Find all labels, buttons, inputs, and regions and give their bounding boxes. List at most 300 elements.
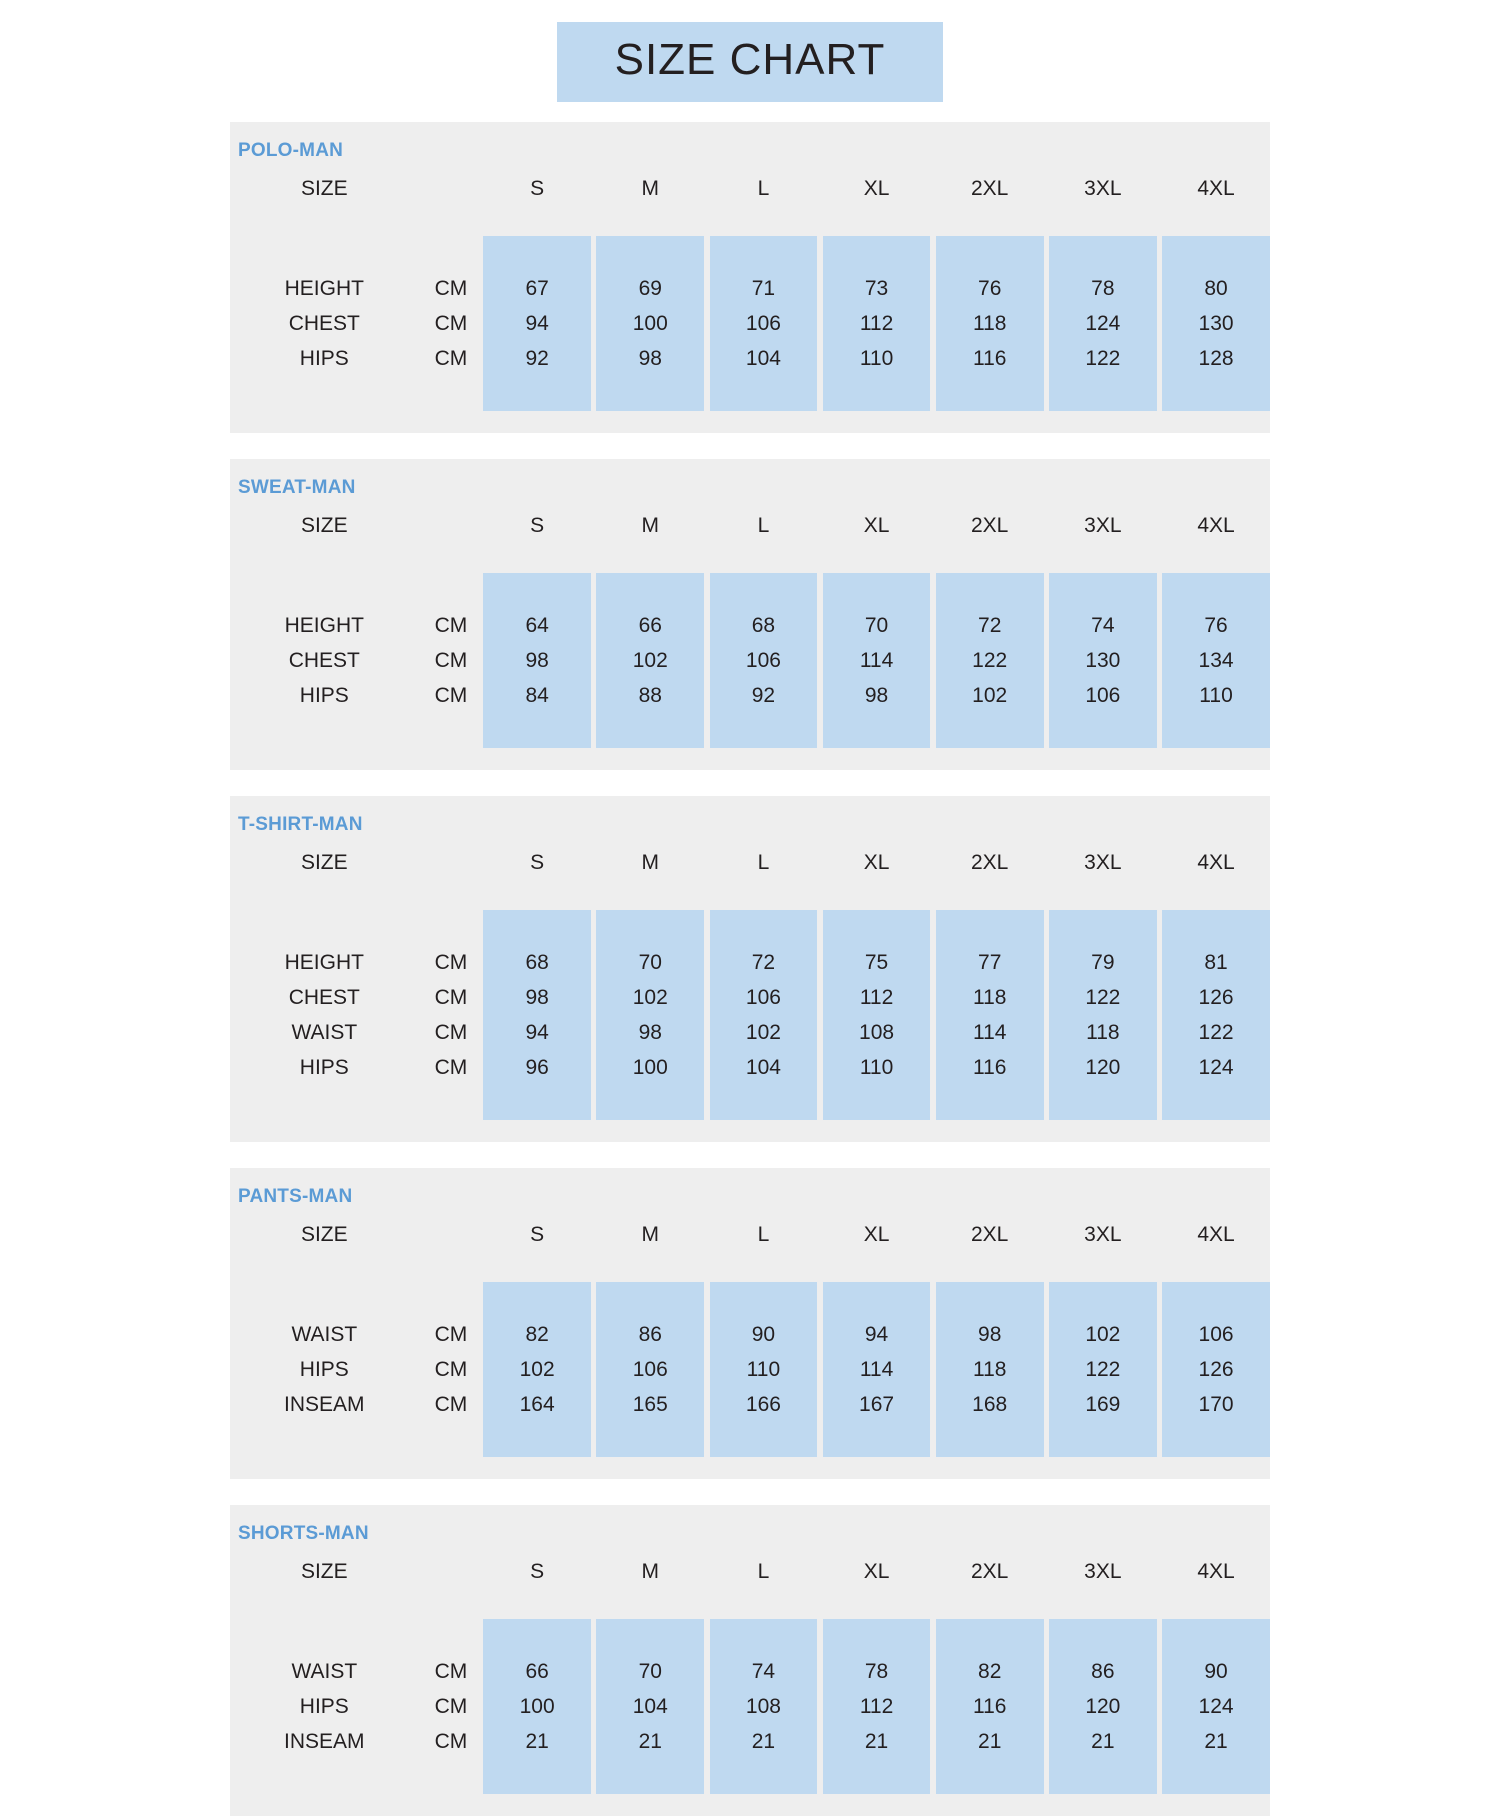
unit-cell-empty <box>419 1214 484 1256</box>
size-header-cell: 3XL <box>1084 851 1122 874</box>
measurement-value: 122 <box>1162 1015 1270 1050</box>
fill-pad-cell <box>1162 1619 1270 1654</box>
measurement-value: 74 <box>710 1654 818 1689</box>
pad-cell <box>230 1085 419 1120</box>
fill-pad-cell <box>483 1282 591 1317</box>
spacer-cell <box>1162 210 1270 236</box>
pad-cell <box>419 1085 484 1120</box>
measurement-value: 126 <box>1162 980 1270 1015</box>
measurement-value: 67 <box>483 271 591 306</box>
spacer-cell <box>596 210 704 236</box>
fill-pad-cell <box>483 1085 591 1120</box>
measurement-value: 124 <box>1049 306 1157 341</box>
spacer-cell <box>936 547 1044 573</box>
measurement-label: HIPS <box>299 683 349 707</box>
unit-cell-empty <box>419 1551 484 1593</box>
measurement-value: 81 <box>1162 945 1270 980</box>
fill-pad-cell <box>596 236 704 271</box>
measurement-value: 114 <box>823 643 931 678</box>
size-section <box>230 796 1270 1142</box>
table-row <box>230 306 1270 341</box>
measurement-value: 120 <box>1049 1689 1157 1724</box>
spacer-row <box>230 210 1270 236</box>
measurement-value: 78 <box>823 1654 931 1689</box>
measurement-label: HEIGHT <box>284 276 364 300</box>
size-header-row <box>230 1214 1270 1256</box>
spacer-cell <box>230 1256 419 1282</box>
table-row <box>230 271 1270 306</box>
spacer-cell <box>823 547 931 573</box>
spacer-cell <box>710 547 818 573</box>
measurement-label: CHEST <box>288 648 360 672</box>
measurement-unit: CM <box>434 613 468 637</box>
fill-pad-row <box>230 713 1270 748</box>
spacer-cell <box>1049 547 1157 573</box>
measurement-value: 76 <box>1162 608 1270 643</box>
fill-pad-cell <box>1049 1085 1157 1120</box>
fill-pad-cell <box>483 1422 591 1457</box>
size-section <box>230 1168 1270 1479</box>
fill-pad-cell <box>483 573 591 608</box>
spacer-cell <box>419 1593 484 1619</box>
measurement-value: 130 <box>1162 306 1270 341</box>
fill-pad-cell <box>596 1619 704 1654</box>
spacer-cell <box>710 884 818 910</box>
table-row <box>230 608 1270 643</box>
spacer-row <box>230 1256 1270 1282</box>
fill-pad-cell <box>710 1282 818 1317</box>
size-header-cell: 2XL <box>971 1223 1009 1246</box>
fill-pad-cell <box>710 910 818 945</box>
measurement-value: 124 <box>1162 1689 1270 1724</box>
measurement-value: 126 <box>1162 1352 1270 1387</box>
spacer-cell <box>823 210 931 236</box>
measurement-value: 79 <box>1049 945 1157 980</box>
measurement-value: 102 <box>596 980 704 1015</box>
measurement-value: 106 <box>1049 678 1157 713</box>
spacer-cell <box>710 1593 818 1619</box>
section-title: SWEAT-MAN <box>238 477 356 498</box>
section-title: POLO-MAN <box>238 140 344 161</box>
measurement-value: 76 <box>936 271 1044 306</box>
measurement-value: 70 <box>823 608 931 643</box>
table-row <box>230 341 1270 376</box>
pad-cell <box>419 910 484 945</box>
fill-pad-cell <box>1162 1422 1270 1457</box>
spacer-cell <box>1049 210 1157 236</box>
fill-pad-cell <box>1049 1759 1157 1794</box>
measurement-value: 100 <box>483 1689 591 1724</box>
fill-pad-cell <box>710 573 818 608</box>
sections-container <box>0 122 1500 1816</box>
measurement-value: 106 <box>710 980 818 1015</box>
table-row <box>230 1689 1270 1724</box>
size-header-cell: XL <box>863 177 890 200</box>
fill-pad-cell <box>596 1759 704 1794</box>
spacer-cell <box>230 547 419 573</box>
size-header-cell: 2XL <box>971 177 1009 200</box>
fill-pad-cell <box>483 1619 591 1654</box>
fill-pad-row <box>230 1085 1270 1120</box>
fill-pad-cell <box>823 1619 931 1654</box>
measurement-unit: CM <box>434 950 468 974</box>
size-header-cell: 2XL <box>971 1560 1009 1583</box>
measurement-value: 90 <box>710 1317 818 1352</box>
measurement-value: 112 <box>823 1689 931 1724</box>
measurement-label: WAIST <box>291 1020 358 1044</box>
size-header-cell: S <box>530 514 545 537</box>
table-row <box>230 1654 1270 1689</box>
size-header-cell: 3XL <box>1084 1560 1122 1583</box>
fill-pad-cell <box>483 910 591 945</box>
measurement-value: 84 <box>483 678 591 713</box>
measurement-value: 82 <box>936 1654 1044 1689</box>
measurement-value: 122 <box>1049 1352 1157 1387</box>
measurement-value: 70 <box>596 945 704 980</box>
measurement-value: 118 <box>936 1352 1044 1387</box>
fill-pad-row <box>230 1759 1270 1794</box>
size-header-cell: 3XL <box>1084 177 1122 200</box>
size-header-cell: S <box>530 851 545 874</box>
measurement-value: 77 <box>936 945 1044 980</box>
measurement-label: HIPS <box>299 1357 349 1381</box>
measurement-label: HIPS <box>299 1055 349 1079</box>
fill-pad-row <box>230 376 1270 411</box>
fill-pad-cell <box>483 1759 591 1794</box>
fill-pad-cell <box>823 236 931 271</box>
table-row <box>230 678 1270 713</box>
size-header-cell: M <box>641 514 660 537</box>
measurement-label: WAIST <box>291 1659 358 1683</box>
pad-cell <box>419 376 484 411</box>
measurement-value: 92 <box>710 678 818 713</box>
spacer-cell <box>419 210 484 236</box>
measurement-value: 71 <box>710 271 818 306</box>
size-row-label: SIZE <box>300 1223 348 1246</box>
size-header-cell: L <box>757 851 770 874</box>
table-row <box>230 1387 1270 1422</box>
measurement-value: 21 <box>710 1724 818 1759</box>
measurement-value: 104 <box>596 1689 704 1724</box>
title-box <box>557 22 944 102</box>
measurement-value: 64 <box>483 608 591 643</box>
measurement-unit: CM <box>434 683 468 707</box>
spacer-cell <box>710 210 818 236</box>
fill-pad-row <box>230 1282 1270 1317</box>
measurement-value: 73 <box>823 271 931 306</box>
spacer-cell <box>1162 884 1270 910</box>
measurement-value: 122 <box>936 643 1044 678</box>
fill-pad-cell <box>823 1759 931 1794</box>
measurement-value: 106 <box>596 1352 704 1387</box>
size-section <box>230 122 1270 433</box>
size-header-cell: 4XL <box>1197 177 1235 200</box>
measurement-unit: CM <box>434 648 468 672</box>
spacer-cell <box>596 884 704 910</box>
fill-pad-cell <box>596 1085 704 1120</box>
page-title: SIZE CHART <box>614 35 886 84</box>
spacer-cell <box>230 1593 419 1619</box>
measurement-value: 100 <box>596 1050 704 1085</box>
pad-cell <box>230 1619 419 1654</box>
size-table <box>230 1214 1270 1457</box>
pad-cell <box>230 1282 419 1317</box>
measurement-label: HIPS <box>299 1694 349 1718</box>
fill-pad-cell <box>1162 910 1270 945</box>
spacer-cell <box>596 1256 704 1282</box>
pad-cell <box>230 910 419 945</box>
unit-cell-empty <box>419 505 484 547</box>
measurement-value: 118 <box>1049 1015 1157 1050</box>
measurement-value: 102 <box>936 678 1044 713</box>
fill-pad-cell <box>823 713 931 748</box>
measurement-value: 90 <box>1162 1654 1270 1689</box>
measurement-label: INSEAM <box>284 1392 365 1416</box>
size-header-cell: 4XL <box>1197 1560 1235 1583</box>
measurement-value: 98 <box>483 980 591 1015</box>
spacer-cell <box>596 547 704 573</box>
size-header-cell: 4XL <box>1197 1223 1235 1246</box>
size-header-cell: 2XL <box>971 514 1009 537</box>
measurement-value: 78 <box>1049 271 1157 306</box>
table-row <box>230 1352 1270 1387</box>
size-header-cell: 3XL <box>1084 1223 1122 1246</box>
fill-pad-cell <box>596 573 704 608</box>
pad-cell <box>419 573 484 608</box>
pad-cell <box>419 1422 484 1457</box>
measurement-value: 100 <box>596 306 704 341</box>
measurement-value: 122 <box>1049 980 1157 1015</box>
measurement-value: 116 <box>936 1689 1044 1724</box>
fill-pad-cell <box>1049 376 1157 411</box>
measurement-value: 124 <box>1162 1050 1270 1085</box>
measurement-unit: CM <box>434 1322 468 1346</box>
fill-pad-cell <box>483 236 591 271</box>
pad-cell <box>419 236 484 271</box>
fill-pad-cell <box>1162 713 1270 748</box>
measurement-unit: CM <box>434 1694 468 1718</box>
spacer-cell <box>230 884 419 910</box>
size-header-cell: 3XL <box>1084 514 1122 537</box>
spacer-cell <box>936 210 1044 236</box>
fill-pad-cell <box>1049 236 1157 271</box>
size-header-cell: M <box>641 177 660 200</box>
fill-pad-cell <box>596 1282 704 1317</box>
measurement-value: 110 <box>823 1050 931 1085</box>
measurement-unit: CM <box>434 985 468 1009</box>
pad-cell <box>419 1282 484 1317</box>
measurement-value: 98 <box>596 1015 704 1050</box>
measurement-value: 112 <box>823 980 931 1015</box>
spacer-cell <box>596 1593 704 1619</box>
measurement-unit: CM <box>434 1357 468 1381</box>
measurement-value: 110 <box>710 1352 818 1387</box>
fill-pad-cell <box>596 1422 704 1457</box>
spacer-cell <box>936 1256 1044 1282</box>
measurement-value: 128 <box>1162 341 1270 376</box>
fill-pad-cell <box>710 1759 818 1794</box>
fill-pad-cell <box>936 1085 1044 1120</box>
pad-cell <box>230 236 419 271</box>
fill-pad-cell <box>823 910 931 945</box>
measurement-value: 108 <box>823 1015 931 1050</box>
size-header-cell: M <box>641 1223 660 1246</box>
fill-pad-row <box>230 910 1270 945</box>
measurement-value: 104 <box>710 1050 818 1085</box>
fill-pad-row <box>230 1422 1270 1457</box>
fill-pad-cell <box>1049 573 1157 608</box>
size-header-cell: XL <box>863 851 890 874</box>
measurement-unit: CM <box>434 1729 468 1753</box>
pad-cell <box>419 713 484 748</box>
size-header-cell: S <box>530 1223 545 1246</box>
measurement-value: 170 <box>1162 1387 1270 1422</box>
size-header-cell: S <box>530 1560 545 1583</box>
measurement-label: WAIST <box>291 1322 358 1346</box>
measurement-value: 72 <box>710 945 818 980</box>
pad-cell <box>419 1619 484 1654</box>
spacer-row <box>230 884 1270 910</box>
fill-pad-cell <box>1049 910 1157 945</box>
spacer-cell <box>823 1593 931 1619</box>
measurement-label: HEIGHT <box>284 950 364 974</box>
measurement-unit: CM <box>434 1055 468 1079</box>
pad-cell <box>419 1759 484 1794</box>
spacer-cell <box>483 1256 591 1282</box>
spacer-cell <box>823 884 931 910</box>
measurement-value: 94 <box>483 306 591 341</box>
fill-pad-cell <box>936 713 1044 748</box>
measurement-value: 118 <box>936 306 1044 341</box>
size-header-cell: M <box>641 1560 660 1583</box>
pad-cell <box>230 1759 419 1794</box>
fill-pad-row <box>230 573 1270 608</box>
fill-pad-cell <box>710 1422 818 1457</box>
size-header-row <box>230 168 1270 210</box>
size-header-cell: S <box>530 177 545 200</box>
measurement-value: 21 <box>596 1724 704 1759</box>
measurement-value: 92 <box>483 341 591 376</box>
measurement-value: 86 <box>1049 1654 1157 1689</box>
fill-pad-cell <box>1049 1422 1157 1457</box>
measurement-value: 110 <box>1162 678 1270 713</box>
pad-cell <box>230 1422 419 1457</box>
spacer-cell <box>483 210 591 236</box>
size-section <box>230 1505 1270 1816</box>
size-header-cell: 2XL <box>971 851 1009 874</box>
fill-pad-cell <box>823 1422 931 1457</box>
spacer-cell <box>230 210 419 236</box>
table-row <box>230 1724 1270 1759</box>
fill-pad-cell <box>823 376 931 411</box>
measurement-value: 102 <box>483 1352 591 1387</box>
measurement-value: 80 <box>1162 271 1270 306</box>
fill-pad-cell <box>936 1619 1044 1654</box>
measurement-value: 112 <box>823 306 931 341</box>
measurement-value: 69 <box>596 271 704 306</box>
measurement-value: 74 <box>1049 608 1157 643</box>
measurement-value: 66 <box>596 608 704 643</box>
size-row-label: SIZE <box>300 851 348 874</box>
measurement-value: 118 <box>936 980 1044 1015</box>
size-row-label: SIZE <box>300 177 348 200</box>
size-header-cell: 4XL <box>1197 851 1235 874</box>
measurement-value: 98 <box>596 341 704 376</box>
size-section <box>230 459 1270 770</box>
size-row-label: SIZE <box>300 514 348 537</box>
fill-pad-cell <box>710 713 818 748</box>
fill-pad-cell <box>596 376 704 411</box>
measurement-value: 167 <box>823 1387 931 1422</box>
title-banner <box>0 22 1500 102</box>
measurement-value: 21 <box>1162 1724 1270 1759</box>
measurement-value: 120 <box>1049 1050 1157 1085</box>
size-header-cell: L <box>757 1560 770 1583</box>
fill-pad-cell <box>1162 376 1270 411</box>
size-header-cell: L <box>757 514 770 537</box>
spacer-cell <box>936 1593 1044 1619</box>
size-table <box>230 505 1270 748</box>
fill-pad-cell <box>823 1085 931 1120</box>
fill-pad-cell <box>936 236 1044 271</box>
table-row <box>230 1015 1270 1050</box>
size-header-row <box>230 842 1270 884</box>
table-row <box>230 945 1270 980</box>
spacer-cell <box>1162 547 1270 573</box>
measurement-value: 66 <box>483 1654 591 1689</box>
spacer-cell <box>1049 884 1157 910</box>
pad-cell <box>230 573 419 608</box>
fill-pad-cell <box>936 910 1044 945</box>
fill-pad-cell <box>936 376 1044 411</box>
section-title: T-SHIRT-MAN <box>238 814 363 835</box>
size-header-cell: XL <box>863 514 890 537</box>
fill-pad-cell <box>596 713 704 748</box>
fill-pad-cell <box>483 376 591 411</box>
fill-pad-cell <box>1162 236 1270 271</box>
fill-pad-cell <box>1162 1759 1270 1794</box>
measurement-value: 114 <box>823 1352 931 1387</box>
section-title: PANTS-MAN <box>238 1186 353 1207</box>
fill-pad-cell <box>936 1282 1044 1317</box>
measurement-label: CHEST <box>288 311 360 335</box>
measurement-value: 82 <box>483 1317 591 1352</box>
size-header-cell: M <box>641 851 660 874</box>
fill-pad-cell <box>1049 1282 1157 1317</box>
fill-pad-cell <box>1049 713 1157 748</box>
measurement-value: 70 <box>596 1654 704 1689</box>
fill-pad-cell <box>823 1282 931 1317</box>
unit-cell-empty <box>419 168 484 210</box>
section-title: SHORTS-MAN <box>238 1523 369 1544</box>
measurement-unit: CM <box>434 1659 468 1683</box>
spacer-cell <box>419 1256 484 1282</box>
measurement-value: 21 <box>823 1724 931 1759</box>
measurement-label: HIPS <box>299 346 349 370</box>
spacer-row <box>230 547 1270 573</box>
spacer-row <box>230 1593 1270 1619</box>
measurement-value: 106 <box>710 306 818 341</box>
spacer-cell <box>1049 1256 1157 1282</box>
measurement-value: 108 <box>710 1689 818 1724</box>
fill-pad-cell <box>710 1085 818 1120</box>
measurement-value: 114 <box>936 1015 1044 1050</box>
table-row <box>230 643 1270 678</box>
table-row <box>230 1317 1270 1352</box>
measurement-value: 166 <box>710 1387 818 1422</box>
size-header-cell: XL <box>863 1560 890 1583</box>
fill-pad-row <box>230 236 1270 271</box>
